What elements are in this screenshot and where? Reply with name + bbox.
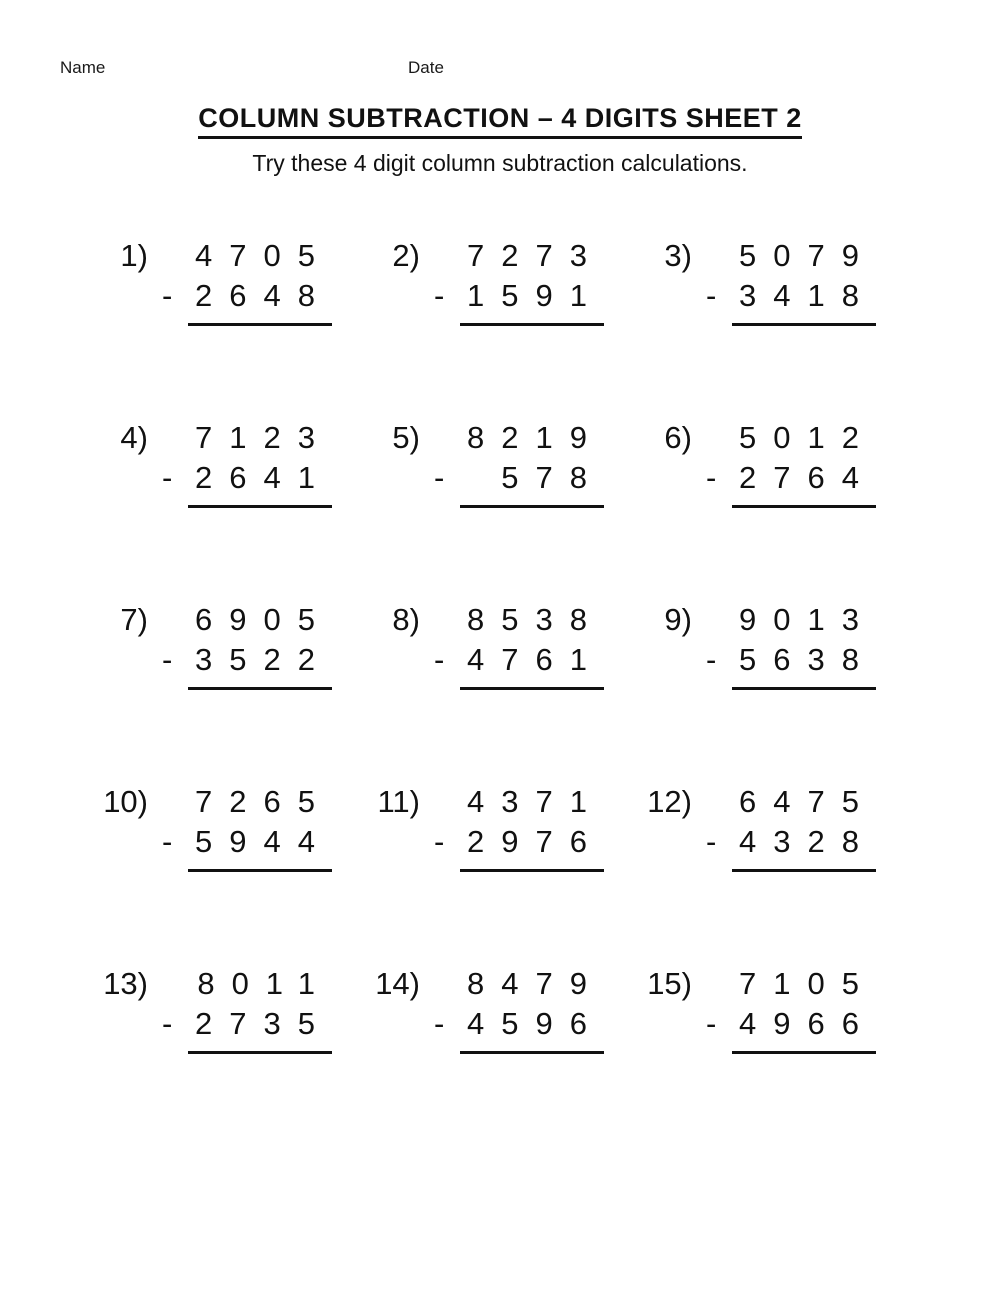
answer-line	[188, 323, 332, 326]
problem-number: 12)	[647, 784, 692, 819]
minuend: 7123	[195, 420, 332, 455]
minus-sign: -	[706, 642, 717, 677]
problem-number: 15)	[647, 966, 692, 1001]
minus-sign: -	[162, 642, 173, 677]
subtraction-problem-7	[98, 600, 370, 782]
answer-line	[732, 323, 876, 326]
worksheet-title: COLUMN SUBTRACTION – 4 DIGITS SHEET 2	[198, 103, 802, 139]
problem-work-area	[706, 236, 876, 326]
answer-line	[188, 505, 332, 508]
problem-number: 7)	[120, 602, 148, 637]
subtraction-problem-8	[370, 600, 642, 782]
subtraction-problem-1	[98, 236, 370, 418]
answer-line	[188, 687, 332, 690]
problem-work-area	[434, 600, 604, 690]
problem-number: 9)	[664, 602, 692, 637]
subtrahend: 4596	[467, 1006, 604, 1041]
answer-line	[188, 869, 332, 872]
subtraction-problem-5	[370, 418, 642, 600]
minus-sign: -	[706, 824, 717, 859]
answer-line	[460, 323, 604, 326]
minuend: 8219	[467, 420, 604, 455]
problem-number: 10)	[103, 784, 148, 819]
answer-line	[460, 1051, 604, 1054]
minus-sign: -	[162, 824, 173, 859]
subtrahend: 3418	[739, 278, 876, 313]
subtraction-problem-9	[642, 600, 914, 782]
problem-work-area	[706, 964, 876, 1054]
answer-line	[732, 1051, 876, 1054]
problem-work-area	[162, 418, 332, 508]
minus-sign: -	[706, 1006, 717, 1041]
subtrahend: 4761	[467, 642, 604, 677]
answer-line	[460, 505, 604, 508]
subtrahend: 3522	[195, 642, 332, 677]
problem-work-area	[434, 236, 604, 326]
minus-sign: -	[434, 642, 445, 677]
answer-line	[732, 505, 876, 508]
subtraction-problem-12	[642, 782, 914, 964]
problem-work-area	[162, 964, 332, 1054]
answer-line	[460, 869, 604, 872]
problem-work-area	[162, 600, 332, 690]
minuend: 7105	[739, 966, 876, 1001]
answer-line	[460, 687, 604, 690]
subtraction-problem-4	[98, 418, 370, 600]
subtraction-problem-15	[642, 964, 914, 1146]
minuend: 9013	[739, 602, 876, 637]
answer-line	[732, 687, 876, 690]
problem-work-area	[162, 782, 332, 872]
subtraction-problem-3	[642, 236, 914, 418]
minuend: 6905	[195, 602, 332, 637]
problem-work-area	[706, 418, 876, 508]
worksheet-instructions: Try these 4 digit column subtraction calculations.	[252, 150, 748, 176]
minus-sign: -	[162, 460, 173, 495]
problem-number: 6)	[664, 420, 692, 455]
date-field-label: Date	[408, 58, 444, 77]
minuend: 4371	[467, 784, 604, 819]
minuend: 8538	[467, 602, 604, 637]
subtraction-problem-6	[642, 418, 914, 600]
problem-work-area	[706, 600, 876, 690]
problem-number: 14)	[375, 966, 420, 1001]
minuend: 5079	[739, 238, 876, 273]
problem-number: 13)	[103, 966, 148, 1001]
answer-line	[188, 1051, 332, 1054]
subtraction-problem-14	[370, 964, 642, 1146]
minus-sign: -	[162, 1006, 173, 1041]
subtraction-problem-13	[98, 964, 370, 1146]
subtraction-problem-11	[370, 782, 642, 964]
problem-number: 1)	[120, 238, 148, 273]
title-area	[0, 103, 1000, 139]
minuend: 5012	[739, 420, 876, 455]
subtrahend: 2764	[739, 460, 876, 495]
minuend: 7273	[467, 238, 604, 273]
minus-sign: -	[434, 460, 445, 495]
minuend: 8011	[197, 966, 332, 1001]
subtrahend: 2976	[467, 824, 604, 859]
subtrahend: 5944	[195, 824, 332, 859]
subtraction-problem-2	[370, 236, 642, 418]
problem-work-area	[434, 418, 604, 508]
name-field-label: Name	[60, 58, 106, 77]
subtitle-area	[0, 150, 1000, 177]
subtrahend: 2648	[195, 278, 332, 313]
subtrahend: 578	[501, 460, 604, 495]
problem-work-area	[706, 782, 876, 872]
problem-number: 8)	[392, 602, 420, 637]
problem-work-area	[434, 964, 604, 1054]
minus-sign: -	[706, 278, 717, 313]
minuend: 7265	[195, 784, 332, 819]
problem-number: 4)	[120, 420, 148, 455]
problem-work-area	[162, 236, 332, 326]
minuend: 6475	[739, 784, 876, 819]
subtrahend: 1591	[467, 278, 604, 313]
minus-sign: -	[434, 278, 445, 313]
minuend: 8479	[467, 966, 604, 1001]
subtrahend: 5638	[739, 642, 876, 677]
problem-number: 5)	[392, 420, 420, 455]
subtrahend: 4328	[739, 824, 876, 859]
minus-sign: -	[434, 1006, 445, 1041]
problem-number: 2)	[392, 238, 420, 273]
problem-number: 3)	[664, 238, 692, 273]
subtrahend: 4966	[739, 1006, 876, 1041]
minus-sign: -	[434, 824, 445, 859]
problem-number: 11)	[377, 784, 420, 819]
subtraction-problem-10	[98, 782, 370, 964]
minuend: 4705	[195, 238, 332, 273]
minus-sign: -	[162, 278, 173, 313]
minus-sign: -	[706, 460, 717, 495]
problems-grid	[98, 236, 914, 1146]
subtrahend: 2641	[195, 460, 332, 495]
problem-work-area	[434, 782, 604, 872]
subtrahend: 2735	[195, 1006, 332, 1041]
answer-line	[732, 869, 876, 872]
